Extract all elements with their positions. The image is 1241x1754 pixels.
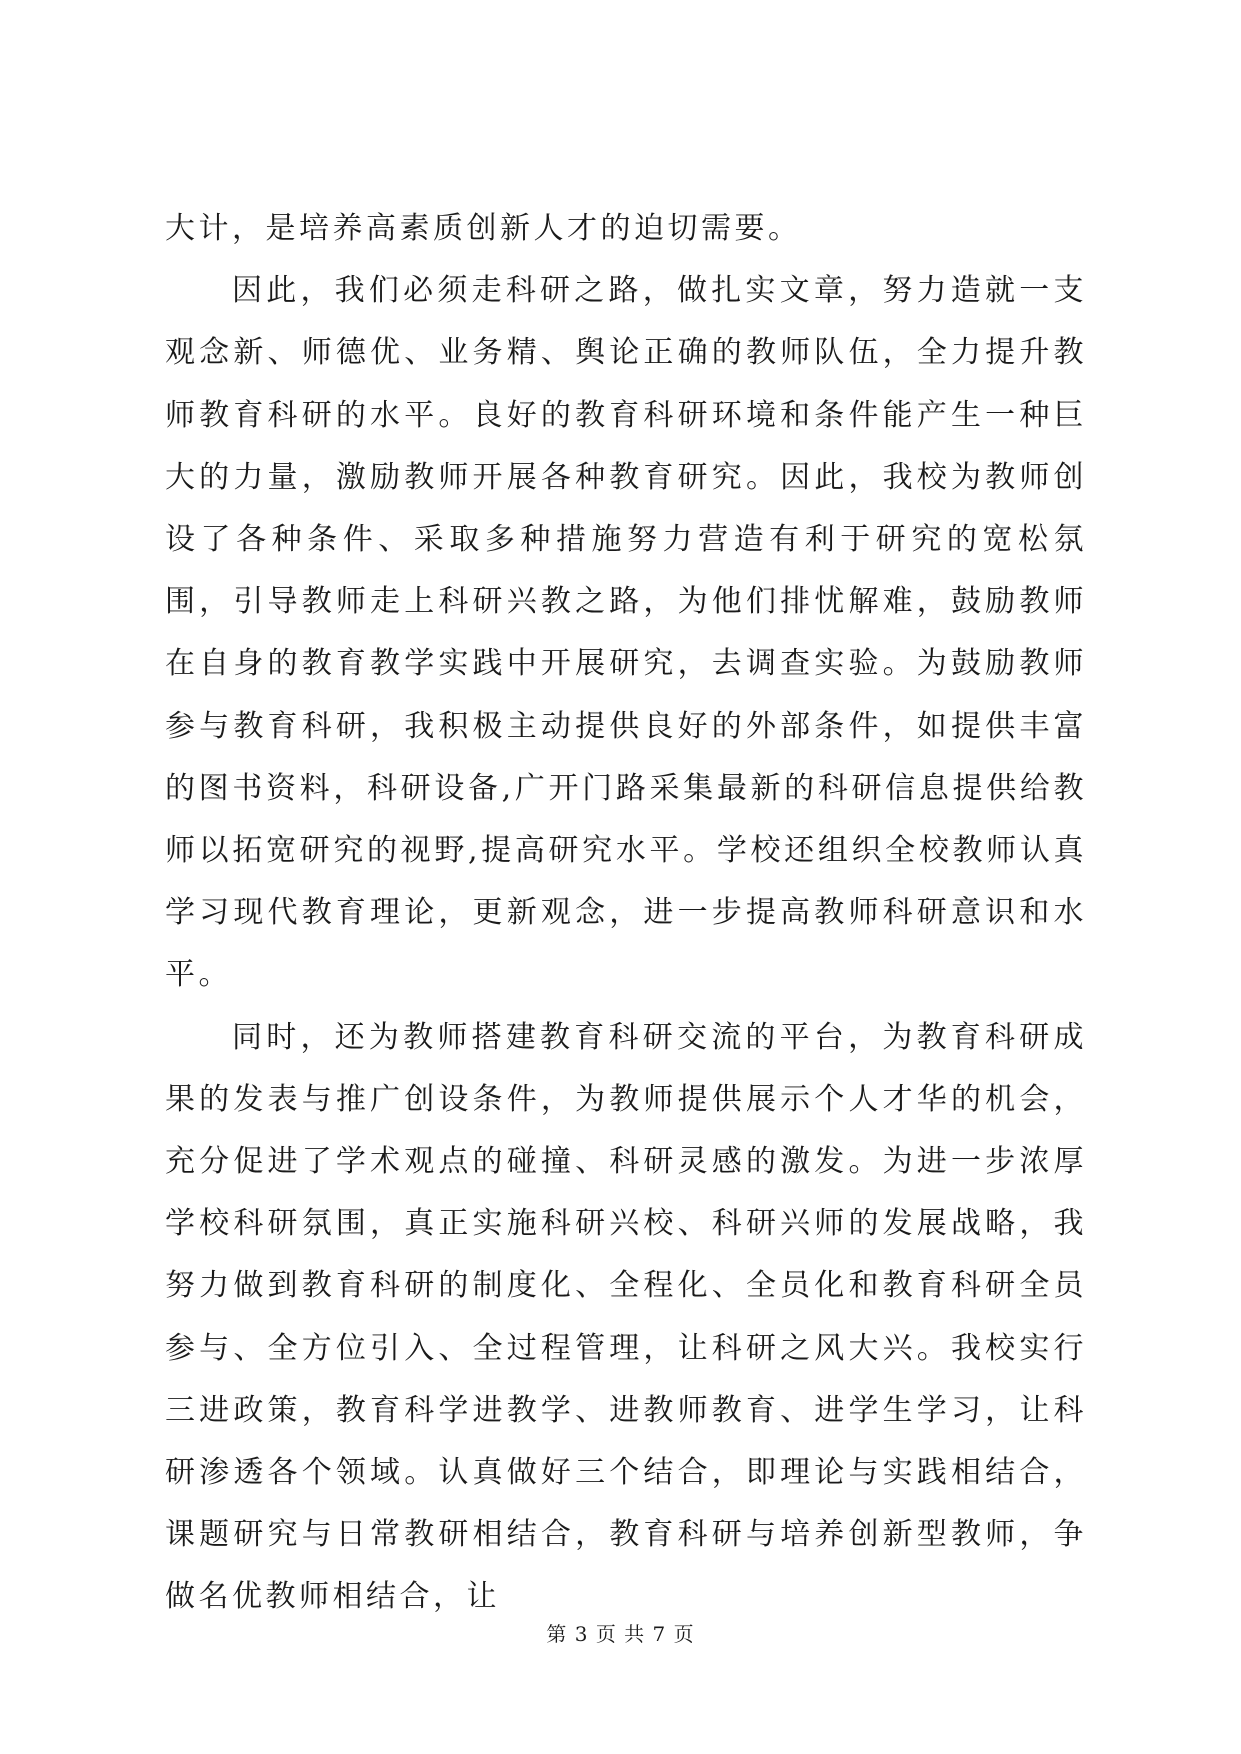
page-number-footer: 第 3 页 共 7 页 [546,1622,695,1646]
paragraph: 大计，是培养高素质创新人才的迫切需要。 [165,211,802,246]
paragraph: 因此，我们必须走科研之路，做扎实文章，努力造就一支观念新、师德优、业务精、舆论正确的教师队伍，全力提升教师教育科研的水平。良好的教育科研环境和条件能产生一种巨大的力量，激励教师开展各种教育研究。因此，我校为教师创设了各种条件、采取多种措施努力营造有利于研究的宽松氛围，引导教师走上科研兴教之路，为他们排忧解难，鼓励教师在自身的教育教学实践中开展研究，去调查实验。为鼓励教师参与教育科研，我积极主动提供良好的外部条件，如提供丰富的图书资料，科研设备,广开门路采集最新的科研信息提供给教师以拓宽研究的视野,提高研究水平。学校还组织全校教师认真学习现代教育理论，更新观念，进一步提高教师科研意识和水平。 [165,273,1087,993]
document-body [165,198,1087,1629]
paragraph: 同时，还为教师搭建教育科研交流的平台，为教育科研成果的发表与推广创设条件，为教师提供展示个人才华的机会，充分促进了学术观点的碰撞、科研灵感的激发。为进一步浓厚学校科研氛围，真正实施科研兴校、科研兴师的发展战略，我努力做到教育科研的制度化、全程化、全员化和教育科研全员参与、全方位引入、全过程管理，让科研之风大兴。我校实行三进政策，教育科学进教学、进教师教育、进学生学习，让科研渗透各个领域。认真做好三个结合，即理论与实践相结合，课题研究与日常教研相结合，教育科研与培养创新型教师，争做名优教师相结合，让 [165,1019,1087,1615]
